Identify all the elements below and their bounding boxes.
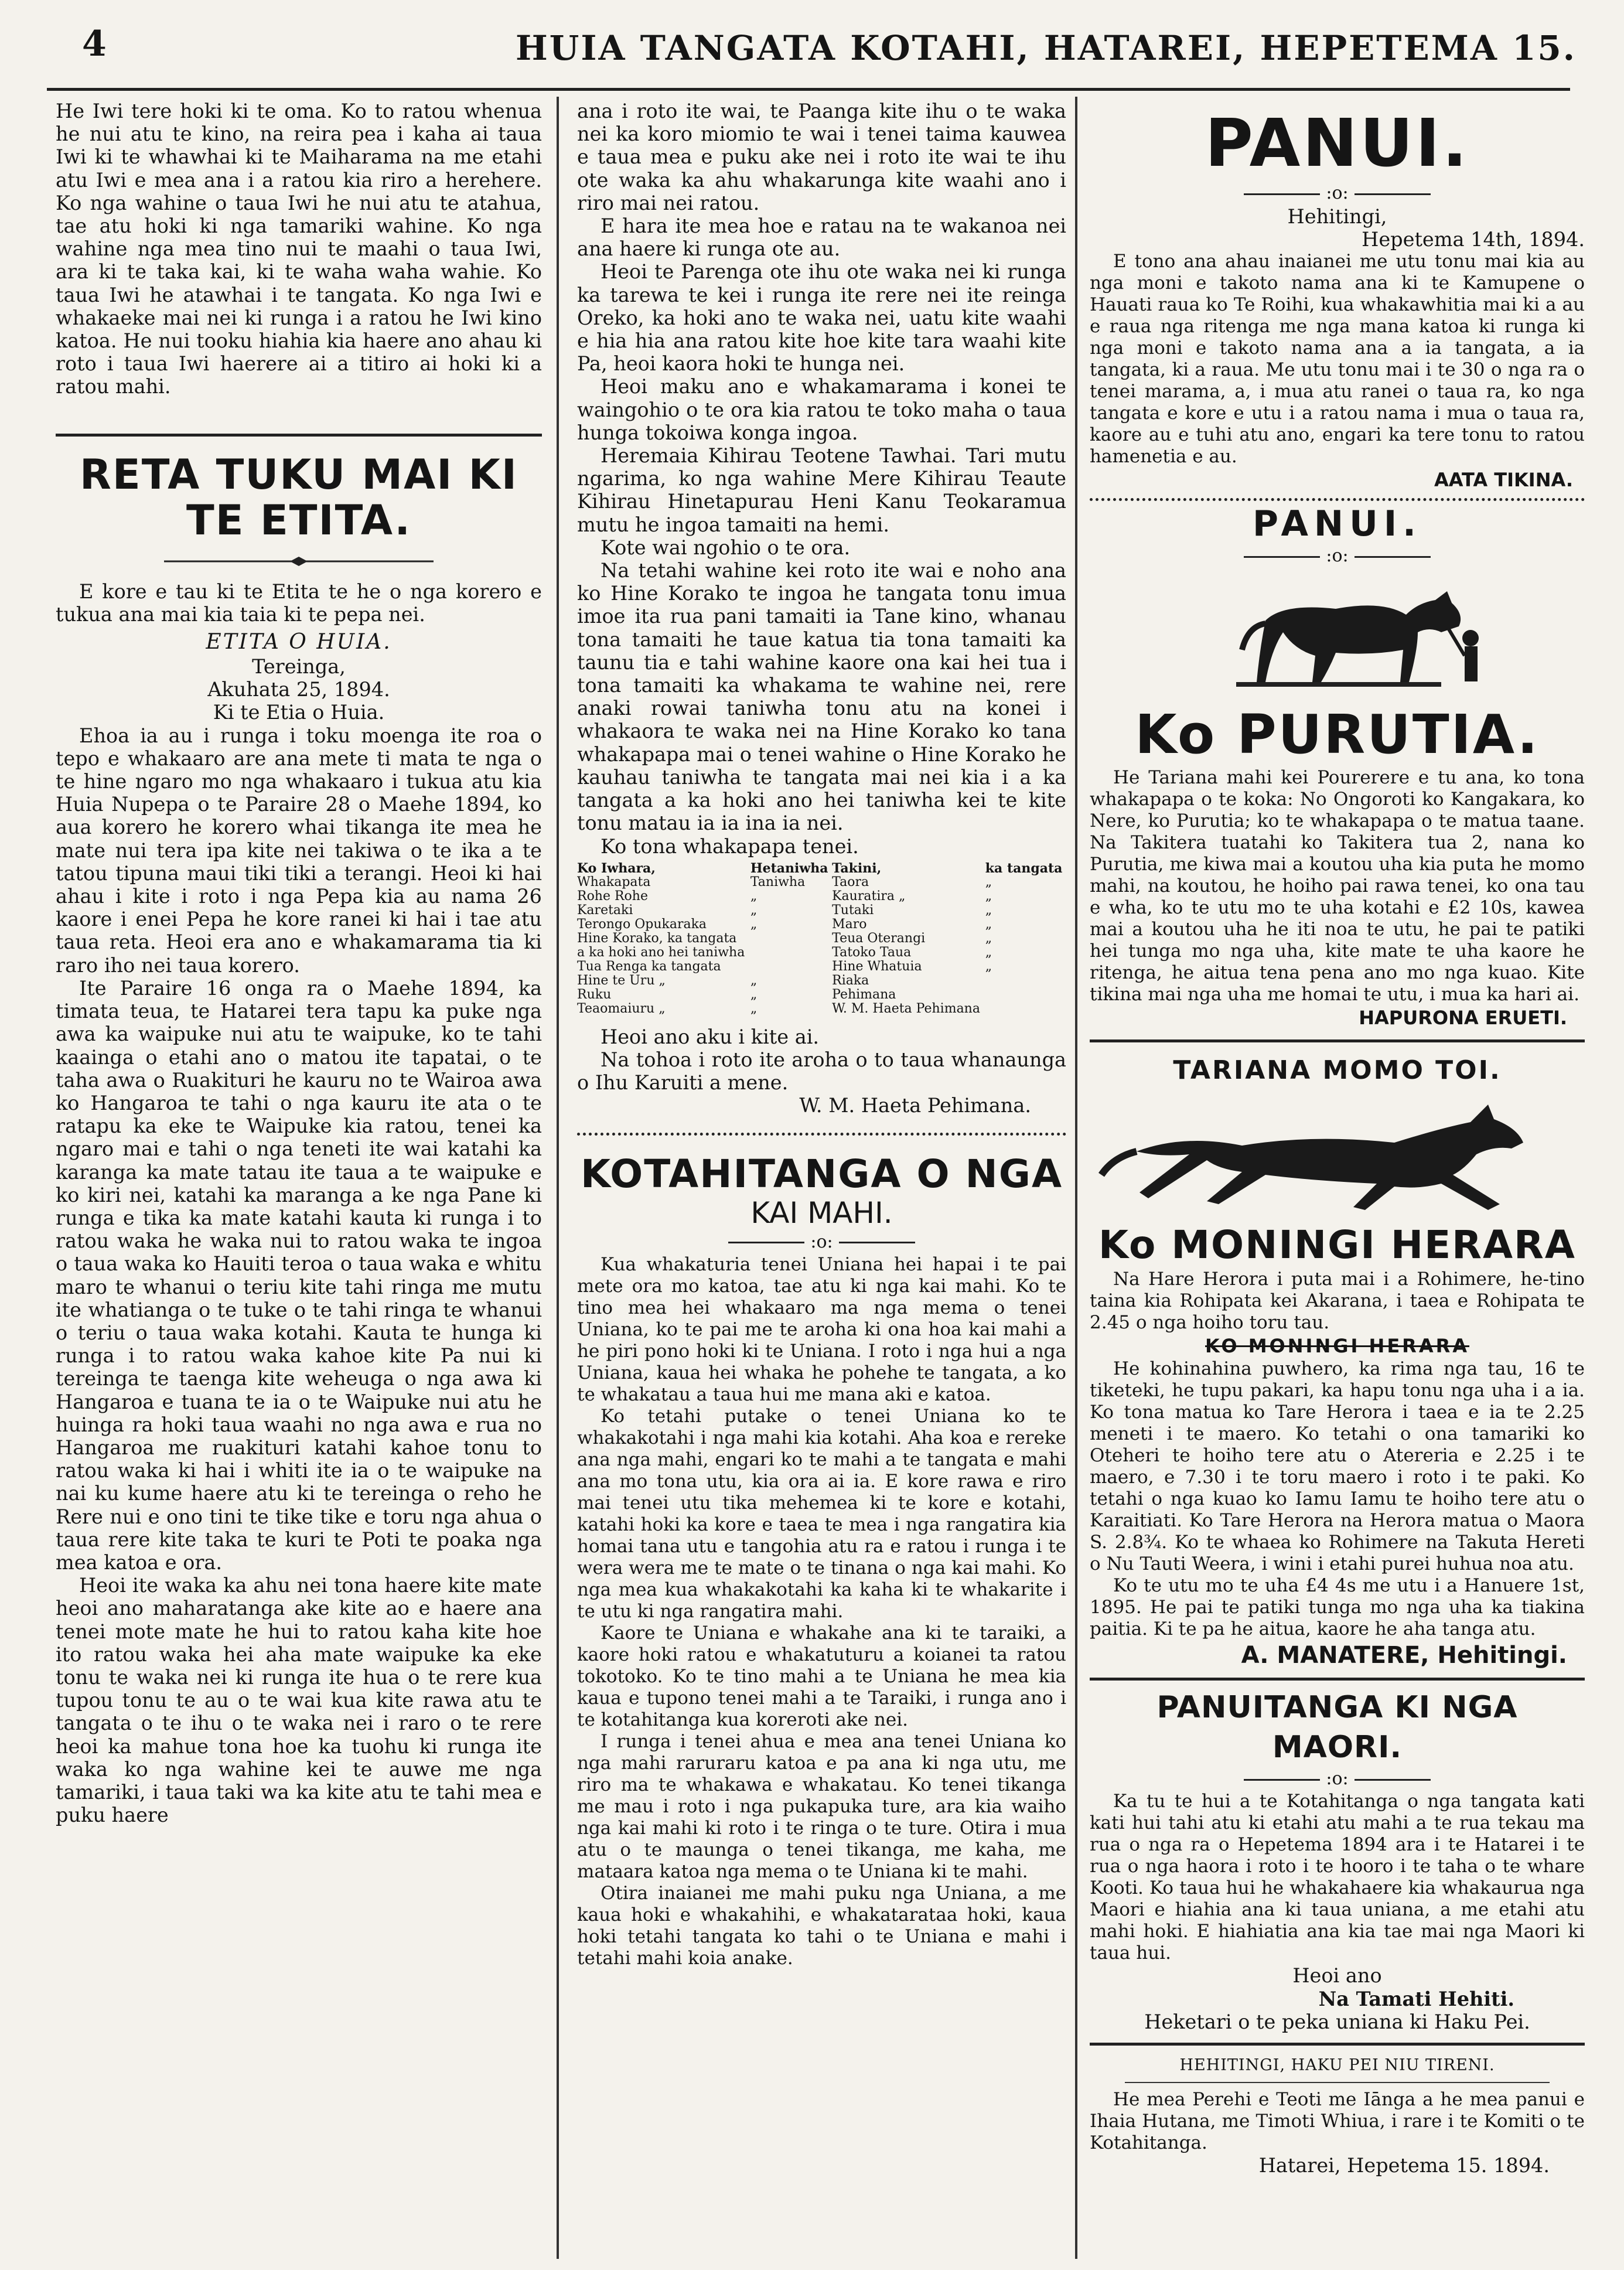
notice-place: Hehitingi,	[1287, 205, 1387, 228]
genealogy-table	[577, 861, 1066, 1016]
table-cell: Terongo Opukaraka	[577, 916, 707, 932]
table-cell: „	[750, 1001, 758, 1016]
table-cell: Taniwha	[750, 874, 806, 889]
maori-notice-heading: PANUITANGA KI NGA MAORI.	[1156, 1690, 1518, 1765]
purutia-heading: Ko PURUTIA.	[1135, 703, 1540, 766]
letter-signature: W. M. Haeta Pehimana.	[799, 1094, 1031, 1117]
union-paragraph: I runga i tenei ahua e mea ana tenei Uniana ko nga mahi raruraru katoa e pa ana ki nga utu, me riro ma te whakawa e whakatau. Ko tenei tikanga me mau i roto i nga pukapuka ture, ara kia waiho nga kai mahi ki roto i te ringa o te ture. Otira i mua atu o te maunga o tenei tikanga, me kaha, me mataara katoa nga mema o te Uniana ki te mahi.	[577, 1730, 1066, 1882]
table-row	[577, 988, 1066, 1002]
ornament-icon	[164, 555, 434, 567]
table-header: ka tangata	[985, 860, 1063, 876]
table-cell: Whakapata	[577, 874, 651, 889]
letters-heading: RETA TUKU MAI KI TE ETITA.	[80, 450, 518, 544]
divider: :o:	[1090, 182, 1585, 205]
table-row	[577, 932, 1066, 946]
table-cell: „	[750, 987, 758, 1002]
table-row	[577, 875, 1066, 889]
letter-paragraph: Heoi maku ano e whakamarama i konei te waingohio o te ora kia ratou te toko maha o taua hunga tokoiwa konga ingoa.	[577, 375, 1066, 444]
table-cell: Teaomaiuru „	[577, 1001, 666, 1016]
table-cell: „	[750, 902, 758, 918]
letter-closing: Na tohoa i roto ite aroha o to taua whanaunga o Ihu Karuiti a mene.	[577, 1048, 1066, 1095]
letter-paragraph: Heoi ite waka ka ahu nei tona haere kite mate heoi ano maharatanga ake kite ao e haere ana tenei mote mate he hui to ratou kaha kite hoe ito ratou waka hei aha mate waipuke ka eke tonu te waka nei ki runga ite hua o te rere kua tupou tonu te au o te wai kua kite rawa atu te tangata o te ihu o te waka nei i raro o te rere heoi ka mahue tona hoe ka tuohu ki runga ite waka ko nga wahine kei te auwe me nga tamariki, i taua taki wa ka kite atu te tahi mea e puku haere	[56, 1574, 542, 1827]
editor-note: E kore e tau ki te Etita te he o nga korero e tukua ana mai kia taia ki te pepa nei.	[56, 580, 542, 626]
table-cell: „	[985, 959, 992, 974]
letter-paragraph: Na tetahi wahine kei roto ite wai e noho ana ko Hine Korako te ingoa he tangata tonu imua imoe ita rua pani tamaiti ia Tane kino, whanau tona tamaiti he taue katua tia tona tamaiti ka taunu tia e tahi wahine kaore ona kai hei tua i tona tamaiti ka whakama te wahine nei, rere anaki rowai taniwha tonu atu na konei i whakaora te waka nei na Hine Korako ko tana whakapapa mai o tenei wahine o Hine Korako he kauhau taniwha te tangata mai nei kia i a ka tangata a ka hoki ano hei taniwha kei te kite tonu matau ia ia ina ia nei.	[577, 559, 1066, 835]
editor-byline: ETITA O HUIA.	[206, 630, 392, 655]
table-row	[577, 960, 1066, 974]
page-number: 4	[82, 23, 107, 64]
table-cell: Ruku	[577, 987, 612, 1002]
table-cell: Hine te Uru „	[577, 973, 666, 988]
moningi-subheading: KO MONINGI HERARA	[1205, 1335, 1469, 1358]
moningi-heading: Ko MONINGI HERARA	[1098, 1222, 1576, 1268]
table-header: Hetaniwha	[750, 860, 828, 876]
table-row	[577, 1002, 1066, 1016]
notice-signature: A. MANATERE, Hehitingi.	[1241, 1642, 1567, 1669]
table-row	[577, 974, 1066, 988]
letter-closing: Heoi ano aku i kite ai.	[601, 1025, 820, 1048]
table-header: Takini,	[832, 860, 882, 876]
table-row	[577, 889, 1066, 904]
table-cell: Hine Whatuia	[832, 959, 922, 974]
notice-signature: HAPURONA ERUETI.	[1359, 1007, 1567, 1030]
union-subheading: KAI MAHI.	[750, 1195, 893, 1230]
table-cell	[750, 946, 832, 960]
table-cell: „	[750, 973, 758, 988]
letter-paragraph: Ko tona whakapapa tenei.	[601, 834, 859, 858]
section-rule	[1090, 498, 1585, 501]
table-cell: „	[985, 931, 992, 946]
column-1	[56, 100, 542, 2256]
notice-text: E tono ana ahau inaianei me utu tonu mai kia au nga moni e takoto nama ana ki te Kamupene o Hauati raua ko Te Roihi, kua whakawhitia mai ki a au e raua nga ritenga me nga mana katoa ki runga ki nga moni e takoto nama ana a ia tangata, a ia tangata, ki a raua. Me utu tonu mai i te 30 o nga ra o tenei marama, a, i mua atu ranei o taua ra, ko nga tangata e kore e utu i a ratou nama i mua o taua ra, kaore au e tuhi atu ano, engari ka tere tonu to ratou hamenetia e au.	[1090, 251, 1585, 468]
letter-paragraph: Ehoa ia au i runga i toku moenga ite roa o tepo e whakaaro are ana mete ti mata te nga o te hine ngaro mo nga whakaaro i tukua atu kia Huia Nupepa o te Paraire 28 o Maehe 1894, ko aua korero he korero whai tikanga ite mea he mate nui tera ipa kite nei takiwa o te ika a te tatou tipuna maui tiki tiki a terangi. Heoi ki hai ahau i kite i roto i nga Pepa kia au nama 26 kaore i enei Pepa he kore ranei ki hai i tae atu taua reta. Heoi era ano e whakamarama tia ki raro iho nei taua korero.	[56, 724, 542, 977]
table-cell: Maro	[832, 916, 867, 932]
stallion-intro: Na Hare Herora i puta mai i a Rohimere, he-tino taina kia Rohipata kei Akarana, i taea e Rohipata te 2.45 o nga hoiho toru tau.	[1090, 1269, 1585, 1334]
union-paragraph: Ko tetahi putake o tenei Uniana ko te whakakotahi i nga mahi kia kotahi. Aha koa e rereke ana nga mahi, engari ko te mahi a te tangata e mahi ana mo tona utu, kia ora ai ia. E kore rawa e riro mai tenei utu tika mehemea ki te kore e kotahi, katahi hoki ka kore e taea te mea i nga rangatira kia homai tana utu e tangohia atu ra e ratou i runga i te wera wera me te mate o te tinana o nga kai mahi. Ko nga mea kua whakakotahi ka kaha ki te whakarite i te utu ki nga rangatira mahi.	[577, 1405, 1066, 1622]
table-cell: „	[985, 874, 992, 889]
letter-place: Tereinga,	[252, 655, 346, 679]
divider: :o:	[1090, 1767, 1585, 1791]
printer-text: He mea Perehi e Teoti me Iānga a he mea panui e Ihaia Hutana, me Timoti Whiua, i rare i te Komiti o te Kotahitanga.	[1090, 2089, 1585, 2154]
trotting-horse-icon	[1090, 1087, 1585, 1222]
tariana-heading: TARIANA MOMO TOI.	[1173, 1055, 1502, 1086]
union-paragraph: Kua whakaturia tenei Uniana hei hapai i te pai mete ora mo katoa, tae atu ki nga kai mahi. Ko te tino mea hei whakaaro ma nga mema o tenei Uniana, ko te pai me te aroha ki ona hoa kai mahi a he piri pono hoki ki te Uniana. I roto i nga hui a nga Uniana, kaua hei whaka he pohehe te tangata, a ko te whakatau a taua hui me mana aki e katoa.	[577, 1253, 1066, 1405]
divider	[1125, 2082, 1550, 2083]
table-cell	[750, 960, 832, 974]
section-rule	[1090, 1039, 1585, 1042]
table-row	[577, 918, 1066, 932]
stallion-notice-text: He kohinahina puwhero, ka rima nga tau, 16 te tiketeki, he tupu pakari, ka hapu tonu nga uha i a ia. Ko tona matua ko Tare Herora i taea e ia te 2.25 meneti i te maero. Ko tetahi o ona tamariki ko Oteheri te hoiho tere atu o Atereria e 2.25 i te maero, e 7.30 i te toru maero i roto i te paki. Ko tetahi o nga kuao ko Iamu Iamu te hoiho tere atu o Karaitiati. Ko Tare Herora na Herora matua o Maora S. 2.8¾. Ko te whaea ko Rohimere na Takuta Hereti o Nu Tauti Weera, i wini i etahi purei huhua noa atu.	[1090, 1358, 1585, 1575]
table-cell: Tutaki	[832, 902, 874, 918]
article-continuation: He Iwi tere hoki ki te oma. Ko to ratou whenua he nui atu te kino, na reira pea i kaha ai taua Iwi ki te whawhai ki te Maiharama na me etahi atu Iwi e mea ana i a ratou kia riro a herehere. Ko nga wahine o taua Iwi he nui atu te atahua, tae atu hoki ki nga tamariki wahine. Ko nga wahine nga mea tino nui te maahi o taua Iwi, ara ki te taka kai, ki te waha waha wahie. Ko taua Iwi he atawhai i te tangata. Ko nga Iwi e whakaeke mai nei ki runga i a ratou he Iwi kino katoa. He nui tooku hiahia kia haere ano ahau ki roto i taua Iwi haerere ai a titiro ai hoki ki a ratou mahi.	[56, 100, 542, 398]
table-cell: Taora	[832, 874, 869, 889]
section-rule	[56, 434, 542, 437]
notice-secretary: Heketari o te peka uniana ki Haku Pei.	[1144, 2010, 1530, 2033]
notice-signature: AATA TIKINA.	[1434, 469, 1573, 492]
section-rule	[1090, 2043, 1585, 2046]
page-header	[0, 0, 1624, 88]
union-paragraph: Kaore te Uniana e whakahe ana ki te taraiki, a kaore hoki ratou e whakatuturu a koianei ta ratou tokotoko. Ko te tino mahi a te Uniana he mea kia kaua e tupono tenei mahi a te Taraiki, i runga ano i te kotahitanga kua koreroti ake nei.	[577, 1622, 1066, 1730]
table-header: Ko Iwhara,	[577, 860, 656, 876]
table-cell: „	[985, 916, 992, 932]
table-row	[577, 904, 1066, 918]
letter-paragraph: E hara ite mea hoe e ratau na te wakanoa nei ana haere ki runga ote au.	[577, 214, 1066, 261]
table-cell: Tatoko Taua	[832, 945, 912, 960]
table-header-row	[577, 861, 1066, 875]
table-cell: „	[985, 888, 992, 904]
table-cell	[985, 1002, 1066, 1016]
letter-paragraph: Ite Paraire 16 onga ra o Maehe 1894, ka timata teua, te Hatarei tera tapu ka puke nga awa ka waipuke nui atu te waipuke, ko te tahi kaainga o etahi ano o matou ite tapatai, o te taha awa o Ruakituri he kauru no te Wairoa awa ko Hangaroa te tahi o nga kauru ite ata o te ratapu ka eke te Waipuke kia ratou, tenei ka ngaro mai e tahi o nga teneti ite wai katahi ka karanga ka mate tatau ite taua a te waipuke e ko kiri nei, katahi ka maranga a ke nga Pane ki runga e tika ka mate katahi kauta ki runga i to ratou waka he waka nui to ratou waka te ingoa o taua waka ko Hauiti teroa o taua waka e whitu maro te whanui o teriu kite tahi ringa me mutu ite whatianga o te tuke o te tahi ringa te whanui o teriu o taua waka kotahi. Kauta te hunga ki runga i to ratou waka kahoe kite Pa nui ki tereinga te taenga kite weheuga o nga awa ki Hangaroa e tuana te ia o te Waipuke nui atu he huinga ra hoki taua waahi no nga awa e rua no Hangaroa me ruakituri katahi kahoe tonu to ratou waka ki hai i whiti ite ia o te waipuke na nai ku kume haere atu ki te tereinga o reho he Rere nui e ono tini te tike tike e toru nga ahua o taua rere kite taka te kuri te Poti te poaka nga mea katoa e ora.	[56, 976, 542, 1574]
table-cell: „	[750, 916, 758, 932]
union-paragraph: Otira inaianei me mahi puku nga Uniana, a me kaua hoki e whakahihi, e whakatarataa hoki, kaua hoki tetahi tangata ko tahi o te Uniana e mahi i tetahi mahi koia anake.	[577, 1882, 1066, 1969]
table-cell: „	[985, 945, 992, 960]
letter-salutation: Ki te Etia o Huia.	[213, 701, 385, 724]
table-cell: W. M. Haeta Pehimana	[832, 1001, 980, 1016]
column-3	[1090, 100, 1585, 2256]
table-cell: Riaka	[832, 973, 869, 988]
letter-paragraph: ana i roto ite wai, te Paanga kite ihu o te waka nei ka koro miomio te wai i tenei taima kauwea e taua mea e puku ake nei i roto ite wai te ihu ote waka ka ahu whakarunga kite waahi ano i riro mai nei ratou.	[577, 100, 1066, 214]
masthead: HUIA TANGATA KOTAHI, HATAREI, HEPETEMA 15.	[516, 28, 1577, 68]
section-rule	[577, 1133, 1066, 1136]
stallion-notice-text: He Tariana mahi kei Pourerere e tu ana, ko tona whakapapa o te koka: No Ongoroti ko Kangakara, ko Nere, ko Purutia; ko te whakapapa o te matua taane. Na Takitera tuatahi ko Takitera tua 2, nana ko Purutia, me kiwa mai a koutou uha kia puta he momo mahi, na koutou, he hoiho pai rawa tenei, ko ona tau e wha, ko te utu mo te uha kotahi e £2 10s, kawea mai a koutou uha he iti noa te utu, he pai te patiki hei tunga mo nga uha, kite mate te uha kaore he ritenga, he aitua tena pena ano mo nga kuao. Kite tikina mai nga uha me homai te utu, i mua ka hari ai.	[1090, 767, 1585, 1006]
notice-closing: Heoi ano	[1292, 1964, 1382, 1988]
maori-notice-text: Ka tu te hui a te Kotahitanga o nga tangata kati kati hui tahi atu ki etahi atu mahi a te rua tekau ma rua o nga ra o Hepetema 1894 ara i te Hatarei i te rua o nga haora i roto i te hooro i te taha o te whare Kooti. Ko taua hui he whakahaere kia whakaurua nga Maori e hiahia ana ki taua uniana, a me etahi atu mahi hoki. E hiahiatia ana kia tae mai nga Maori ki taua hui.	[1090, 1791, 1585, 1964]
header-rule	[47, 88, 1570, 91]
table-cell: Karetaki	[577, 902, 633, 918]
table-cell	[985, 988, 1066, 1002]
table-cell	[750, 932, 832, 946]
horse-with-handler-icon	[1090, 568, 1585, 697]
printer-date: Hatarei, Hepetema 15. 1894.	[1258, 2154, 1550, 2177]
notice-signature: Na Tamati Hehiti.	[1318, 1987, 1514, 2010]
panui-heading-2: PANUI.	[1253, 503, 1422, 545]
table-cell: Rohe Rohe	[577, 888, 648, 904]
table-cell	[985, 974, 1066, 988]
stallion-notice-text: Ko te utu mo te uha £4 4s me utu i a Hanuere 1st, 1895. He pai te patiki tunga mo nga uha ka tiakina paitia. Ki te pa he aitua, kaore he aha tanga atu.	[1090, 1575, 1585, 1640]
section-rule	[1090, 1678, 1585, 1681]
panui-heading: PANUI.	[1205, 105, 1470, 182]
divider: :o:	[577, 1231, 1066, 1254]
table-cell: „	[750, 888, 758, 904]
ornament-divider	[56, 551, 542, 572]
column-2	[577, 100, 1066, 2256]
table-cell: Hine Korako, ka tangata	[577, 931, 737, 946]
table-row	[577, 946, 1066, 960]
table-cell: a ka hoki ano hei taniwha	[577, 945, 745, 960]
table-cell: „	[985, 902, 992, 918]
table-cell: Teua Oterangi	[832, 931, 926, 946]
table-cell: Tua Renga ka tangata	[577, 959, 721, 974]
notice-date: Hepetema 14th, 1894.	[1362, 228, 1585, 251]
letter-paragraph: Heremaia Kihirau Teotene Tawhai. Tari mutu ngarima, ko nga wahine Mere Kihirau Teaute Kihirau Hinetapurau Heni Kanu Teokaramua mutu he ingoa tamaiti na hemi.	[577, 444, 1066, 536]
letter-paragraph: Heoi te Parenga ote ihu ote waka nei ki runga ka tarewa te kei i runga ite rere nei ite reinga Oreko, ka hoki ano te waka nei, uatu kite waahi e hia hia ana ratou kite hoe kite tara waahi kite Pa, heoi kaora hoki te hunga nei.	[577, 260, 1066, 376]
union-heading: KOTAHITANGA O NGA	[580, 1151, 1063, 1197]
table-cell: Pehimana	[832, 987, 896, 1002]
column-divider	[557, 97, 559, 2259]
printer-heading: HEHITINGI, HAKU PEI NIU TIRENI.	[1179, 2056, 1495, 2075]
divider: :o:	[1090, 544, 1585, 568]
letter-date: Akuhata 25, 1894.	[207, 678, 390, 701]
table-cell: Kauratira „	[832, 888, 906, 904]
letter-paragraph: Kote wai ngohio o te ora.	[601, 536, 851, 559]
column-divider	[1075, 97, 1077, 2259]
